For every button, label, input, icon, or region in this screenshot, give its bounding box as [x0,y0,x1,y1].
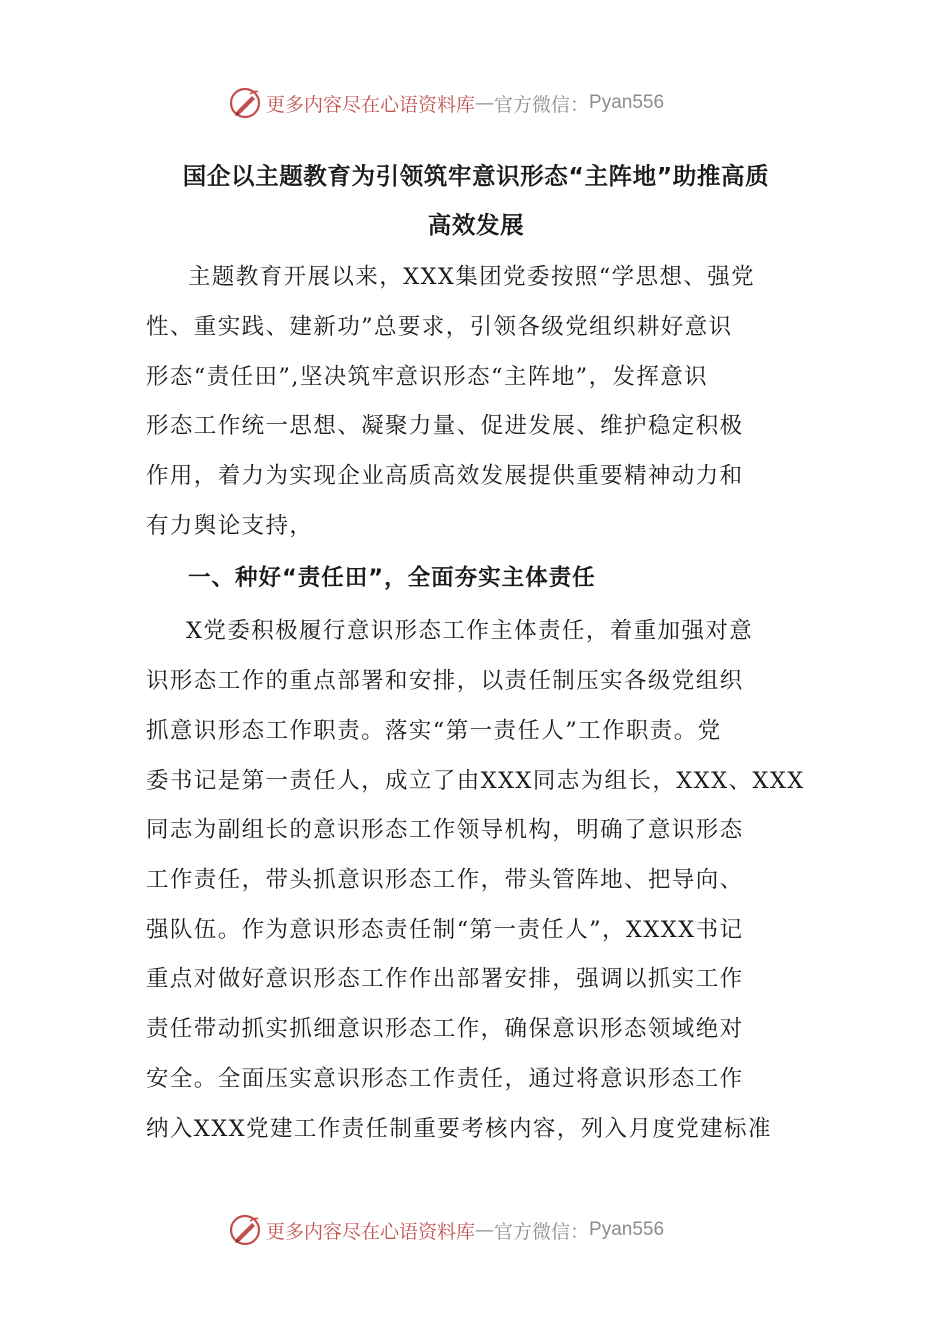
section-paragraph-line: X党委积极履行意识形态工作主体责任，着重加强对意 [186,618,754,644]
watermark-footer [228,1213,664,1247]
section-paragraph-line: 安全。全面压实意识形态工作责任，通过将意识形态工作 [146,1066,744,1092]
section-paragraph-line: 委书记是第一责任人，成立了由XXX同志为组长，XXX、XXX [146,768,805,794]
document-title-line-2: 高效发展 [427,211,525,239]
watermark-site-name: 更多内容尽在心语资料库 [266,1220,476,1243]
watermark-dash: — [475,92,495,114]
section-paragraph-line: 纳入XXX党建工作责任制重要考核内容，列入月度党建标准 [146,1116,772,1142]
section-heading: 一、种好“责任田”，全面夯实主体责任 [188,565,596,591]
intro-paragraph-line: 性、重实践、建新功”总要求，引领各级党组织耕好意识 [146,314,733,340]
pen-logo-icon [228,1213,262,1247]
section-paragraph-line: 重点对做好意识形态工作作出部署安排，强调以抓实工作 [146,966,744,992]
watermark-wechat-id: Pyan556 [589,92,665,113]
intro-paragraph-line: 形态“责任田”,坚决筑牢意识形态“主阵地”，发挥意识 [146,364,709,390]
section-paragraph-line: 强队伍。作为意识形态责任制“第一责任人”，XXXX书记 [146,917,744,943]
intro-paragraph-line: 作用，着力为实现企业高质高效发展提供重要精神动力和 [146,463,744,489]
section-paragraph-line: 同志为副组长的意识形态工作领导机构，明确了意识形态 [146,817,744,843]
pen-logo-icon [228,86,262,120]
watermark-wechat-id: Pyan556 [589,1219,665,1240]
watermark-wechat-label: 官方微信： [494,1220,590,1243]
section-paragraph-line: 责任带动抓实抓细意识形态工作，确保意识形态领域绝对 [146,1016,744,1042]
intro-paragraph-line: 主题教育开展以来，XXX集团党委按照“学思想、强党 [188,264,756,290]
intro-paragraph-line: 有力舆论支持， [146,513,314,539]
watermark-dash: — [475,1219,495,1241]
intro-paragraph-line: 形态工作统一思想、凝聚力量、促进发展、维护稳定积极 [146,413,744,439]
watermark-wechat-label: 官方微信： [494,93,590,116]
watermark-site-name: 更多内容尽在心语资料库 [266,93,476,116]
watermark-header [228,86,664,120]
section-paragraph-line: 识形态工作的重点部署和安排，以责任制压实各级党组织 [146,668,744,694]
section-paragraph-line: 工作责任，带头抓意识形态工作，带头管阵地、把导向、 [146,867,744,893]
section-paragraph-line: 抓意识形态工作职责。落实“第一责任人”工作职责。党 [146,718,722,744]
document-title-line-1: 国企以主题教育为引领筑牢意识形态“主阵地”助推高质 [182,162,770,190]
